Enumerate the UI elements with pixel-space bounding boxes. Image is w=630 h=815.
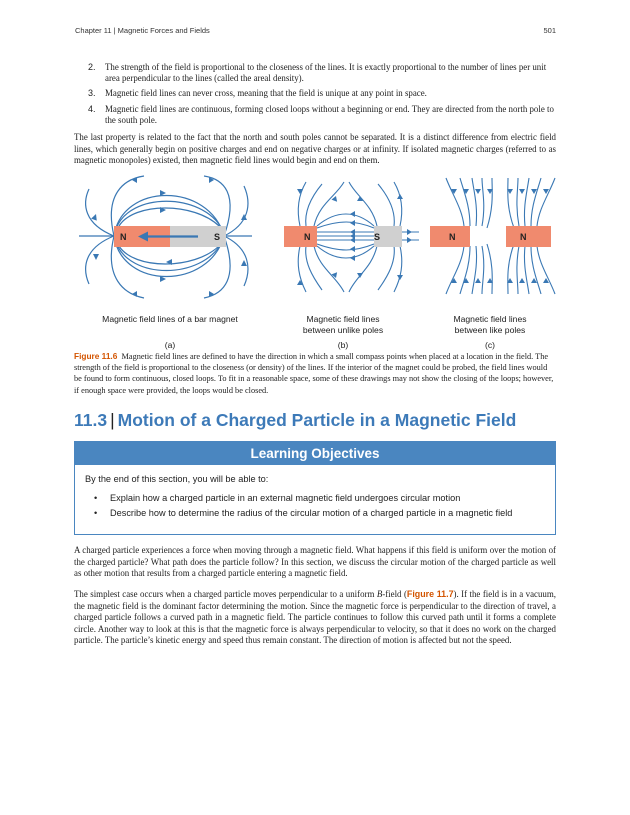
list-text: The strength of the field is proportional to the closeness of the lines. It is exactly proportional to the number of lines per unit area perpendicular to the lines (called the areal density). — [105, 62, 547, 84]
panel-b-north-pole — [284, 226, 317, 247]
panel-a-label: Magnetic field lines of a bar magnet — [102, 314, 238, 324]
list-number: 3. — [88, 88, 96, 98]
panel-c-label: Magnetic field lines between like poles — [453, 314, 527, 335]
paragraph-text: The simplest case occurs when a charged particle moves perpendicular to a uniform — [74, 589, 377, 599]
chapter-title: Chapter 11 | Magnetic Forces and Fields — [75, 26, 210, 35]
learning-objectives-heading: Learning Objectives — [75, 442, 555, 465]
objective-text: Explain how a charged particle in an external magnetic field undergoes circular motion — [110, 493, 461, 503]
caption-text: Magnetic field lines are defined to have the direction in which a small compass points when placed at a location in the field. The strength of the field is proportional to the closeness (or density) of the lines. If the interior of the magnet could be probed, the field lines would be found to form continuous, closed loops. To fit in a reasonable space, some of these drawings may not show the closing of the loops; however, if enough space were provided, the loops would be closed. — [74, 352, 554, 395]
list-number: 4. — [88, 104, 96, 114]
panel-c-right-label: N — [520, 232, 527, 242]
panel-b-letter: (b) — [337, 340, 349, 350]
panel-b-south-label: S — [374, 232, 381, 242]
bullet-icon: • — [94, 493, 98, 503]
page-number: 501 — [543, 26, 556, 35]
list-text: Magnetic field lines can never cross, meaning that the field is unique at any point in space. — [105, 88, 427, 98]
figure-caption — [74, 351, 556, 396]
list-item — [88, 62, 556, 85]
objective-item — [94, 508, 514, 520]
list-number: 2. — [88, 62, 96, 72]
objective-text: Describe how to determine the radius of the circular motion of a charged particle in a magnetic field — [110, 508, 513, 518]
learning-objectives-intro: By the end of this section, you will be able to: — [85, 474, 269, 484]
caption-figure-number: Figure 11.6 — [74, 351, 118, 361]
section-separator: | — [110, 410, 115, 430]
panel-b-label: Magnetic field lines between unlike poles — [302, 314, 384, 335]
panel-c-right-north-pole — [506, 226, 551, 247]
paragraph-text: ). If the field is in a vacuum, the magnetic field is the dominant factor determining the motion. Since the magnetic force is perpendicular to the direction of travel, a charged particle follows a curved path in a magnetic field. The particle continues to follow this curved path until it forms a complete circle. Another way to look at this is that the magnetic force is always perpendicular to velocity, so that it does no work on the charged particle. The particle’s kinetic energy and speed thus remain constant. The direction of motion is affected but not the speed. — [74, 589, 556, 646]
panel-a-south-label: S — [214, 232, 221, 242]
list-item — [88, 104, 556, 127]
section-heading — [74, 410, 516, 431]
list-text: Magnetic field lines are continuous, forming closed loops without a beginning or end. They are directed from the north pole to the south pole. — [105, 104, 554, 126]
panel-c-letter: (c) — [484, 340, 496, 350]
section-number: 11.3 — [74, 410, 108, 430]
list-item — [88, 88, 556, 99]
figure-reference-link[interactable]: Figure 11.7 — [406, 589, 454, 599]
body-paragraph: The last property is related to the fact that the north and south poles cannot be separated. It is a distinct difference from electric field lines, which generally begin on positive charges and end on negative charges or at infinity. If isolated magnetic charges (referred to as magnetic monopoles) existed, then magnetic field lines would begin and end on them. — [74, 132, 556, 166]
panel-a-letter: (a) — [164, 340, 176, 350]
running-header — [75, 26, 556, 40]
panel-c-left-label: N — [449, 232, 456, 242]
panel-a-north-label: N — [120, 232, 127, 242]
body-paragraph: A charged particle experiences a force when moving through a magnetic field. What happens if this field is uniform over the motion of the charged particle? What path does the particle follow? In this section, we discuss the circular motion of the charged particle as well as other motion that results from a charged particle entering a magnetic field. — [74, 545, 556, 579]
section-title: Motion of a Charged Particle in a Magnetic Field — [117, 410, 517, 430]
paragraph-italic: B — [376, 589, 383, 599]
body-paragraph — [74, 589, 556, 647]
figure-11-6 — [74, 174, 556, 354]
bullet-icon: • — [94, 508, 98, 518]
paragraph-text: -field ( — [382, 589, 407, 599]
panel-b-north-label: N — [304, 232, 311, 242]
learning-objectives-box — [74, 441, 556, 535]
objective-item — [94, 493, 514, 505]
